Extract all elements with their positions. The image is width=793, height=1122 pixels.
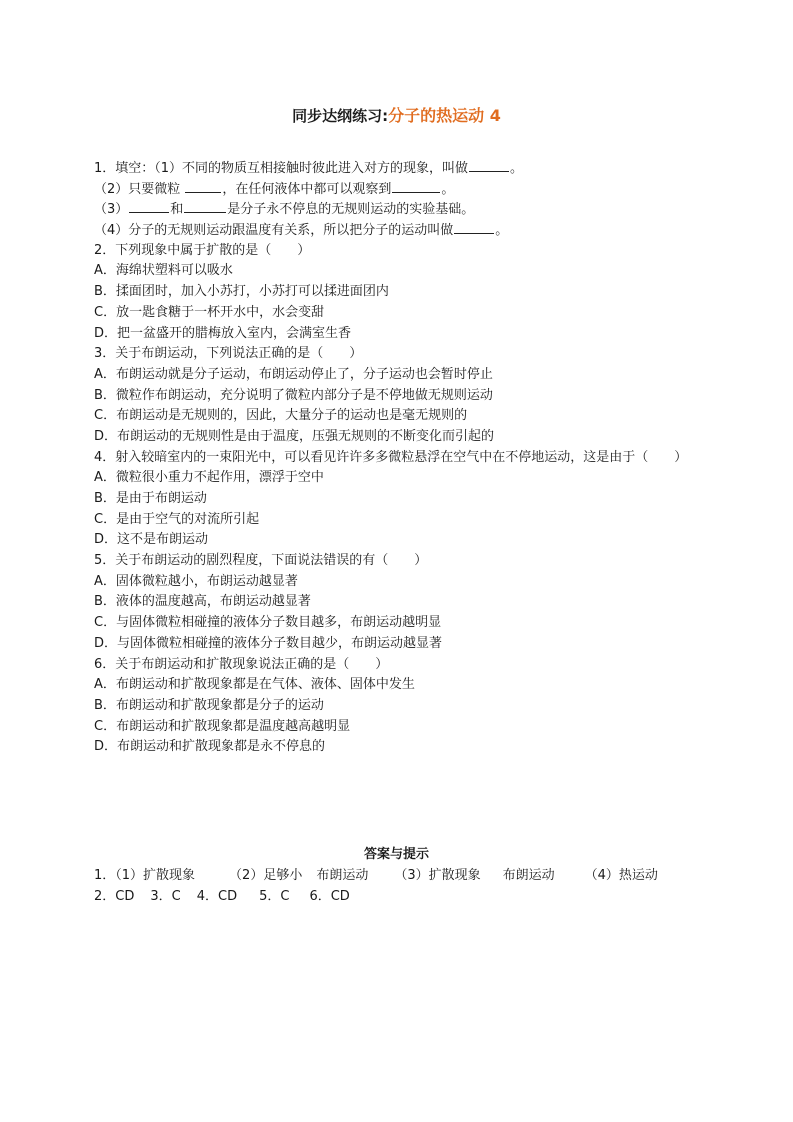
q3-option-c: C．布朗运动是无规则的，因此，大量分子的运动也是毫无规则的 (94, 408, 468, 424)
q1-text: （3） (94, 202, 129, 218)
answer-item: 3．C (150, 889, 181, 904)
q6-option-d: D．布朗运动和扩散现象都是永不停息的 (94, 739, 326, 755)
answer-item: （3）扩散现象 (394, 868, 481, 883)
q3-option-a: A．布朗运动就是分子运动，布朗运动停止了，分子运动也会暂时停止 (94, 366, 493, 382)
answer-item: 4．CD (196, 889, 238, 904)
answer-blank[interactable] (184, 199, 226, 213)
answer-item: 布朗运动 (316, 868, 369, 883)
answers-section (94, 845, 744, 907)
q1-text: ，在任何液体中都可以观察到 (222, 181, 392, 197)
title-main: 分子的热运动 4 (388, 106, 501, 125)
q6-option-b: B．布朗运动和扩散现象都是分子的运动 (94, 697, 324, 713)
q1-line-3 (94, 199, 744, 220)
answer-blank[interactable] (129, 199, 169, 213)
answers-title: 答案与提示 (363, 847, 429, 862)
title-prefix: 同步达纲练习: (292, 107, 389, 125)
q3-option-d: D．布朗运动的无规则性是由于温度，压强无规则的不断变化而引起的 (94, 428, 495, 444)
q4-stem: 4．射入较暗室内的一束阳光中，可以看见许许多多微粒悬浮在空气中在不停地运动，这是由于（ ） (94, 449, 688, 465)
answers-line-2 (94, 886, 744, 907)
q5-option-b: B．液体的温度越高，布朗运动越显著 (94, 594, 311, 610)
q5-option-c: C．与固体微粒相碰撞的液体分子数目越多，布朗运动越明显 (94, 615, 442, 631)
answer-item: 5．C (259, 889, 290, 904)
q1-text: （4）分子的无规则运动跟温度有关系，所以把分子的运动叫做 (94, 223, 454, 239)
answer-blank[interactable] (469, 158, 509, 172)
q1-text: 。 (510, 161, 524, 176)
page-title (0, 106, 793, 126)
q1-text: 。 (495, 223, 509, 239)
q4-option-b: B．是由于布朗运动 (94, 491, 207, 506)
answer-item: 2．CD (94, 889, 135, 904)
q5-option-d: D．与固体微粒相碰撞的液体分子数目越少，布朗运动越显著 (94, 635, 443, 651)
answer-item: 1．（1）扩散现象 (94, 868, 196, 883)
q2-stem: 2．下列现象中属于扩散的是（ ） (94, 242, 311, 258)
q1-text: 1．填空：（1）不同的物质互相接触时彼此进入对方的现象，叫做 (94, 161, 469, 176)
q5-option-a: A．固体微粒越小，布朗运动越显著 (94, 573, 298, 589)
answer-item: 6．CD (309, 889, 350, 904)
q2-option-d: D．把一盆盛开的腊梅放入室内，会满室生香 (94, 325, 352, 341)
q6-option-a: A．布朗运动和扩散现象都是在气体、液体、固体中发生 (94, 677, 415, 693)
q3-option-b: B．微粒作布朗运动，充分说明了微粒内部分子是不停地做无规则运动 (94, 387, 493, 403)
answer-item: 布朗运动 (502, 868, 555, 883)
q1-line-1 (94, 158, 744, 179)
q4-option-d: D．这不是布朗运动 (94, 532, 209, 548)
q1-text: 和 (170, 202, 184, 218)
q6-option-c: C．布朗运动和扩散现象都是温度越高越明显 (94, 718, 351, 734)
q1-text: 。 (441, 181, 455, 197)
q3-stem: 3．关于布朗运动，下列说法正确的是（ ） (94, 346, 363, 362)
answer-blank[interactable] (392, 179, 440, 193)
q1-line-2 (94, 179, 744, 200)
q2-option-b: B．揉面团时，加入小苏打，小苏打可以揉进面团内 (94, 284, 389, 300)
q4-option-c: C．是由于空气的对流所引起 (94, 511, 260, 527)
answer-blank[interactable] (454, 220, 494, 234)
q4-option-a: A．微粒很小重力不起作用，漂浮于空中 (94, 470, 324, 486)
q2-option-a: A．海绵状塑料可以吸水 (94, 263, 233, 279)
questions (94, 158, 744, 758)
q1-line-4 (94, 220, 744, 241)
answer-blank[interactable] (185, 179, 221, 193)
q5-stem: 5．关于布朗运动的剧烈程度，下面说法错误的有（ ） (94, 553, 428, 569)
q2-option-c: C．放一匙食糖于一杯开水中，水会变甜 (94, 304, 325, 320)
answer-item: （2）足够小 (229, 868, 303, 883)
q1-text: 是分子永不停息的无规则运动的实验基础。 (227, 202, 475, 218)
answers-line-1 (94, 865, 744, 886)
answer-item: （4）热运动 (584, 868, 658, 883)
q1-text: （2）只要微粒 (94, 181, 185, 197)
q6-stem: 6．关于布朗运动和扩散现象说法正确的是（ ） (94, 656, 389, 672)
